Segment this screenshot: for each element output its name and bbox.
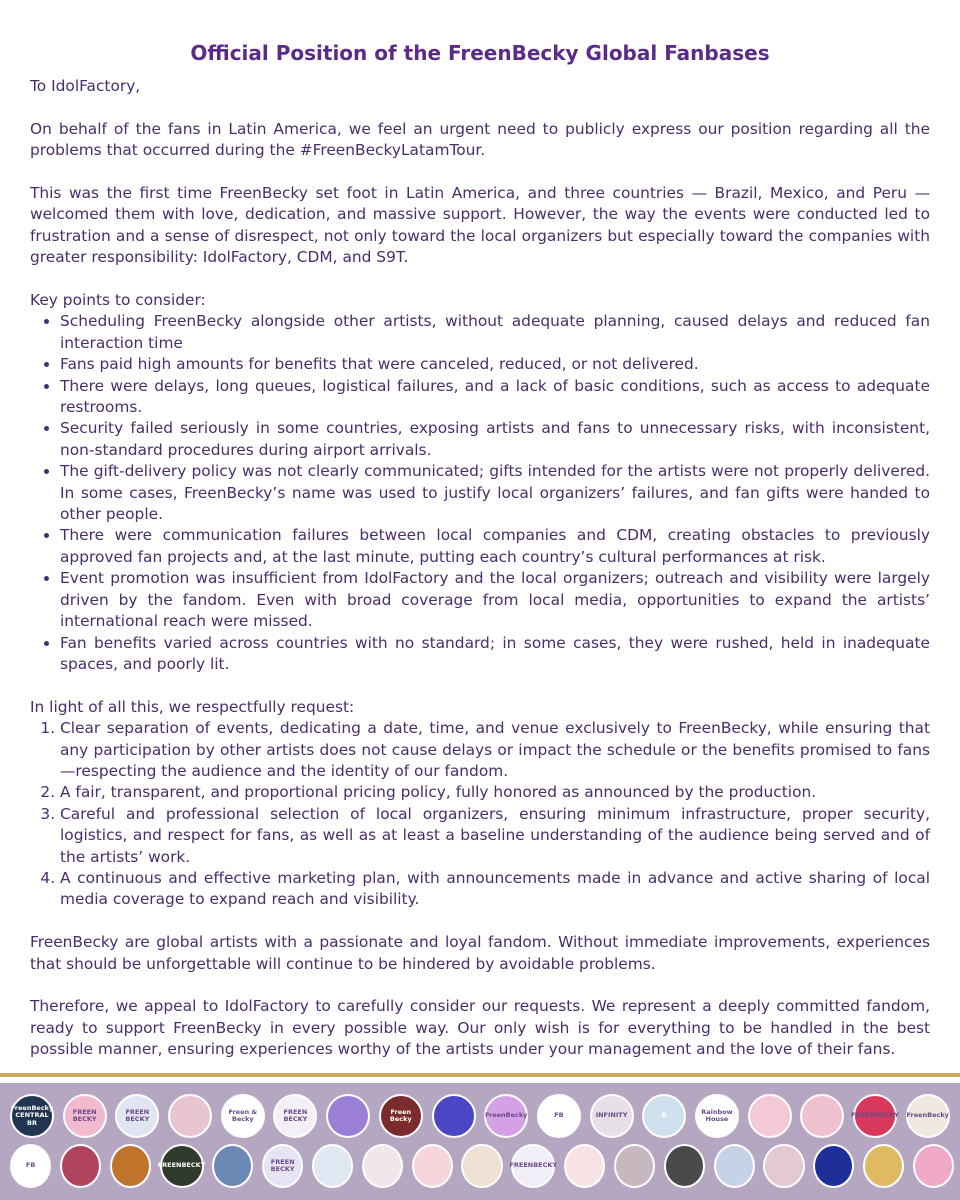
fanbase-logo-label [632,1164,636,1168]
request-item: 4. A continuous and effective marketing plan, with announcements made in advance and active sharing of local media coverage to expand reach and visibility. [60,868,930,911]
fanbase-logo [412,1144,453,1188]
fanbase-logo [863,1144,904,1188]
key-point: • Security failed seriously in some countries, exposing artists and fans to unnecessary risks, with inconsistent, non-standard procedures during airport arrivals. [60,418,930,461]
fanbase-logo [537,1094,581,1138]
fanbase-logo [642,1094,686,1138]
fanbase-logo-label [732,1164,736,1168]
fanbase-logo [714,1144,755,1188]
logo-row-top [10,1094,954,1138]
fanbase-logo [60,1144,101,1188]
fanbase-logo [695,1094,739,1138]
fanbase-logo [853,1094,897,1138]
page-title: Official Position of the FreenBecky Global Fanbases [190,41,770,65]
intro-paragraph: On behalf of the fans in Latin America, we feel an urgent need to publicly express our position regarding all the problems that occurred during the #FreenBeckyLatamTour. [30,119,930,160]
fanbase-logo-label: FREEN BECKY [125,1107,150,1123]
fanbase-logo-label [480,1164,484,1168]
key-point: • The gift-delivery policy was not clearly communicated; gifts intended for the artists were not properly delivered. In some cases, FreenBecky’s name was used to justify local organizers’ failures, and fan gifts were handed to other people. [60,461,930,525]
fanbase-logo-label: FreenBecky [484,1111,528,1120]
fanbase-logo-label [231,1164,235,1168]
fanbase-logo [509,1144,558,1188]
fanbase-logo-label [452,1114,456,1118]
fanbase-logo [461,1144,502,1188]
fanbase-logo [913,1144,954,1188]
fanbase-logo [484,1094,528,1138]
fanbase-logo-label [782,1164,786,1168]
fanbase-logo-label: B [661,1111,667,1120]
fanbase-logo-label: FREENBECKY [157,1161,206,1170]
fanbase-logo [157,1144,206,1188]
fanbase-logo [590,1094,634,1138]
fanbase-logo [379,1094,423,1138]
key-point: • Scheduling FreenBecky alongside other artists, without adequate planning, caused delays and reduced fan interaction time [60,311,930,354]
appeal-paragraph: Therefore, we appeal to IdolFactory to carefully consider our requests. We represent a deeply committed fandom, ready to support FreenBecky in every possible way. Our only wish is for everything to be handled in the best possible manner, ensuring experiences worthy of the artists under your management and the love of their fans. [30,997,930,1059]
fanbase-logo [212,1144,253,1188]
fanbase-logo-label: Rainbow House [701,1107,733,1123]
closing-paragraph: FreenBecky are global artists with a passionate and loyal fandom. Without immediate improvements, experiences that should be unforgettable will continue to be hindered by avoidable problems. [30,933,930,973]
fanbase-logo [221,1094,265,1138]
fanbase-logo-label [78,1164,82,1168]
fanbase-logo-label: FREEN BECKY [270,1157,295,1173]
fanbase-logo-label: FREEN BECKY [72,1107,97,1123]
fanbase-logo-label: FreenBecky [906,1111,949,1120]
key-point: • Fan benefits varied across countries with no standard; in some cases, they were rushed, held in inadequate spaces, and poorly lit. [60,633,930,676]
fanbase-logo [614,1144,655,1188]
fanbase-logo-label: FB [554,1111,564,1120]
fanbase-logo-label [832,1164,836,1168]
fanbase-logo [312,1144,353,1188]
fanbase-logo [800,1094,844,1138]
request-item: 2. A fair, transparent, and proportional pricing policy, fully honored as announced by the production. [60,782,930,803]
fanbase-logo [262,1144,303,1188]
fanbase-logo [763,1144,804,1188]
fanbase-logo-label [430,1164,434,1168]
fanbase-logo-label [820,1114,824,1118]
fanbase-logo [168,1094,212,1138]
fanbase-logo [362,1144,403,1188]
key-point: • There were delays, long queues, logistical failures, and a lack of basic conditions, such as access to adequate restrooms. [60,376,930,419]
request-item: 1. Clear separation of events, dedicating a date, time, and venue exclusively to FreenBecky, while ensuring that any participation by other artists does not cause delays or impact the schedule or the benefits promised to fans—respecting the audience and the identity of our fandom. [60,718,930,782]
fanbase-logo [273,1094,317,1138]
fanbase-logo-label [128,1164,132,1168]
fanbase-logo-label [188,1114,192,1118]
fanbase-logo [110,1144,151,1188]
fanbase-logo-label: Freen Becky [389,1107,412,1123]
fanbase-logos-footer [0,1083,960,1200]
fanbase-logo [326,1094,370,1138]
requests-heading: In light of all this, we respectfully request: [30,697,355,716]
fanbase-logo-label [330,1164,334,1168]
key-points-heading: Key points to consider: [30,291,206,310]
fanbase-logo-label: FB [25,1161,36,1170]
request-item: 3. Careful and professional selection of local organizers, ensuring minimum infrastructure, proper security, logistics, and respect for fans, as well as at least a baseline understanding of the audience being served and of the artists’ work. [60,804,930,868]
fanbase-logo-label [682,1164,686,1168]
fanbase-logo [906,1094,950,1138]
fanbase-logo-label [931,1164,935,1168]
fanbase-logo-label: FREENBECKY [851,1111,899,1120]
fanbase-logo [432,1094,476,1138]
key-point: • Fans paid high amounts for benefits that were canceled, reduced, or not delivered. [60,354,930,375]
fanbase-logo [10,1144,51,1188]
fanbase-logo-label [346,1114,350,1118]
statement-document [30,40,930,1061]
fanbase-logo-label: FreenBecky CENTRAL BR [10,1103,54,1127]
fanbase-logo-label [882,1164,886,1168]
salutation: To IdolFactory, [30,77,141,95]
fanbase-logo-label: INFINITY [595,1111,628,1120]
fanbase-logo-label: FREENBECKY [509,1161,558,1170]
requests-list [30,718,930,911]
key-point: • Event promotion was insufficient from IdolFactory and the local organizers; outreach and visibility were largely driven by the fandom. Even with broad coverage from local media, opportunities to expand the artists’ international reach were missed. [60,568,930,632]
fanbase-logo [664,1144,705,1188]
fanbase-logo [748,1094,792,1138]
fanbase-logo [115,1094,159,1138]
fanbase-logo-label [768,1114,772,1118]
logo-row-bottom [10,1144,954,1188]
fanbase-logo-label [583,1164,587,1168]
fanbase-logo [564,1144,605,1188]
key-point: • There were communication failures between local companies and CDM, creating obstacles to previously approved fan projects and, at the last minute, putting each country’s cultural performances at risk. [60,525,930,568]
gold-divider [0,1073,960,1077]
fanbase-logo-label [380,1164,384,1168]
fanbase-logo-label: FREEN BECKY [283,1107,308,1123]
fanbase-logo [813,1144,854,1188]
context-paragraph: This was the first time FreenBecky set foot in Latin America, and three countries — Brazil, Mexico, and Peru — welcomed them with love, dedication, and massive support. However, the way the events were conducted led to frustration and a sense of disrespect, not only toward the local organizers but especially toward the companies with greater responsibility: IdolFactory, CDM, and S9T. [30,184,930,267]
key-points-list [30,311,930,675]
fanbase-logo [10,1094,54,1138]
fanbase-logo [63,1094,107,1138]
fanbase-logo-label: Freen & Becky [228,1107,258,1123]
